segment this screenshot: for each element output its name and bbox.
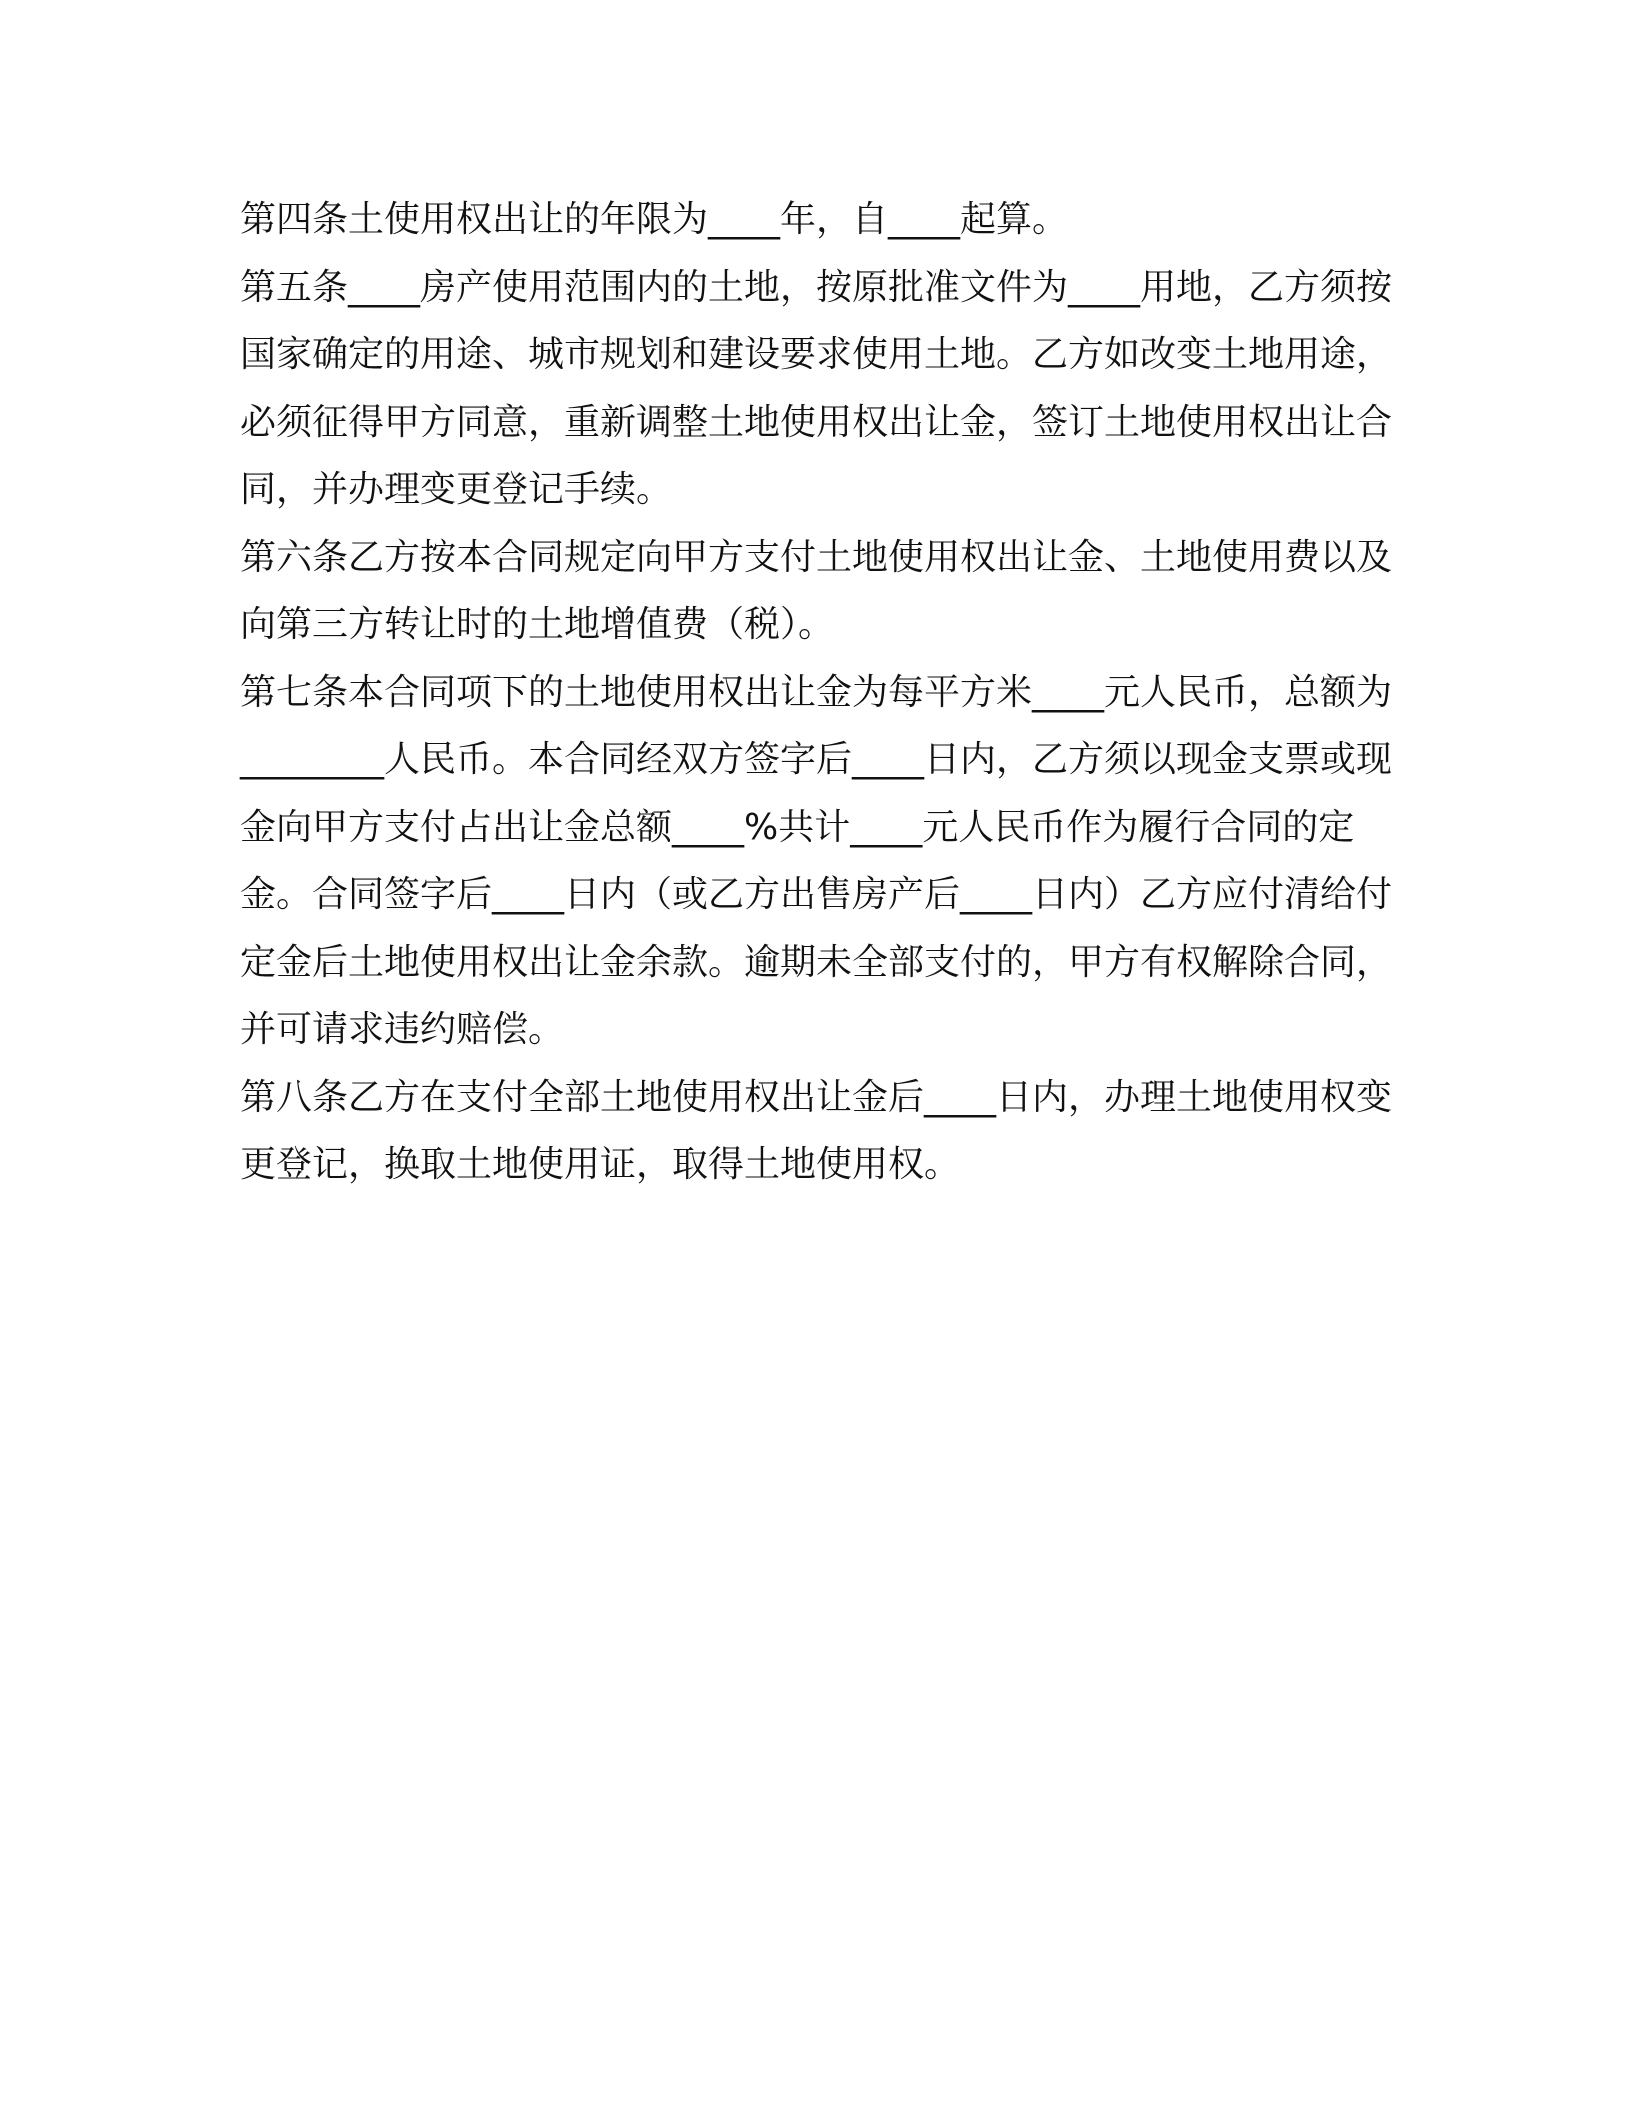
clause-5: 第五条____房产使用范围内的土地，按原批准文件为____用地，乙方须按国家确定的用途、城市规划和建设要求使用土地。乙方如改变土地用途，必须征得甲方同意，重新调整土地使用权出让金，签订土地使用权出让合同，并办理变更登记手续。 (240, 266, 1393, 510)
clause-7: 第七条本合同项下的土地使用权出让金为每平方米____元人民币，总额为________人民币。本合同经双方签字后____日内，乙方须以现金支票或现金向甲方支付占出让金总额____%共计____元人民币作为履行合同的定金。合同签字后____日内（或乙方出售房产后____日内）乙方应付清给付定金后土地使用权出让金余款。逾期未全部支付的，甲方有权解除合同，并可请求违约赔偿。 (240, 671, 1393, 1050)
document-body (240, 186, 1400, 1199)
clause-6: 第六条乙方按本合同规定向甲方支付土地使用权出让金、土地使用费以及向第三方转让时的土地增值费（税）。 (240, 536, 1393, 645)
clause-4: 第四条土使用权出让的年限为____年，自____起算。 (240, 199, 1069, 240)
clause-8: 第八条乙方在支付全部土地使用权出让金后____日内，办理土地使用权变更登记，换取土地使用证，取得土地使用权。 (240, 1076, 1393, 1185)
